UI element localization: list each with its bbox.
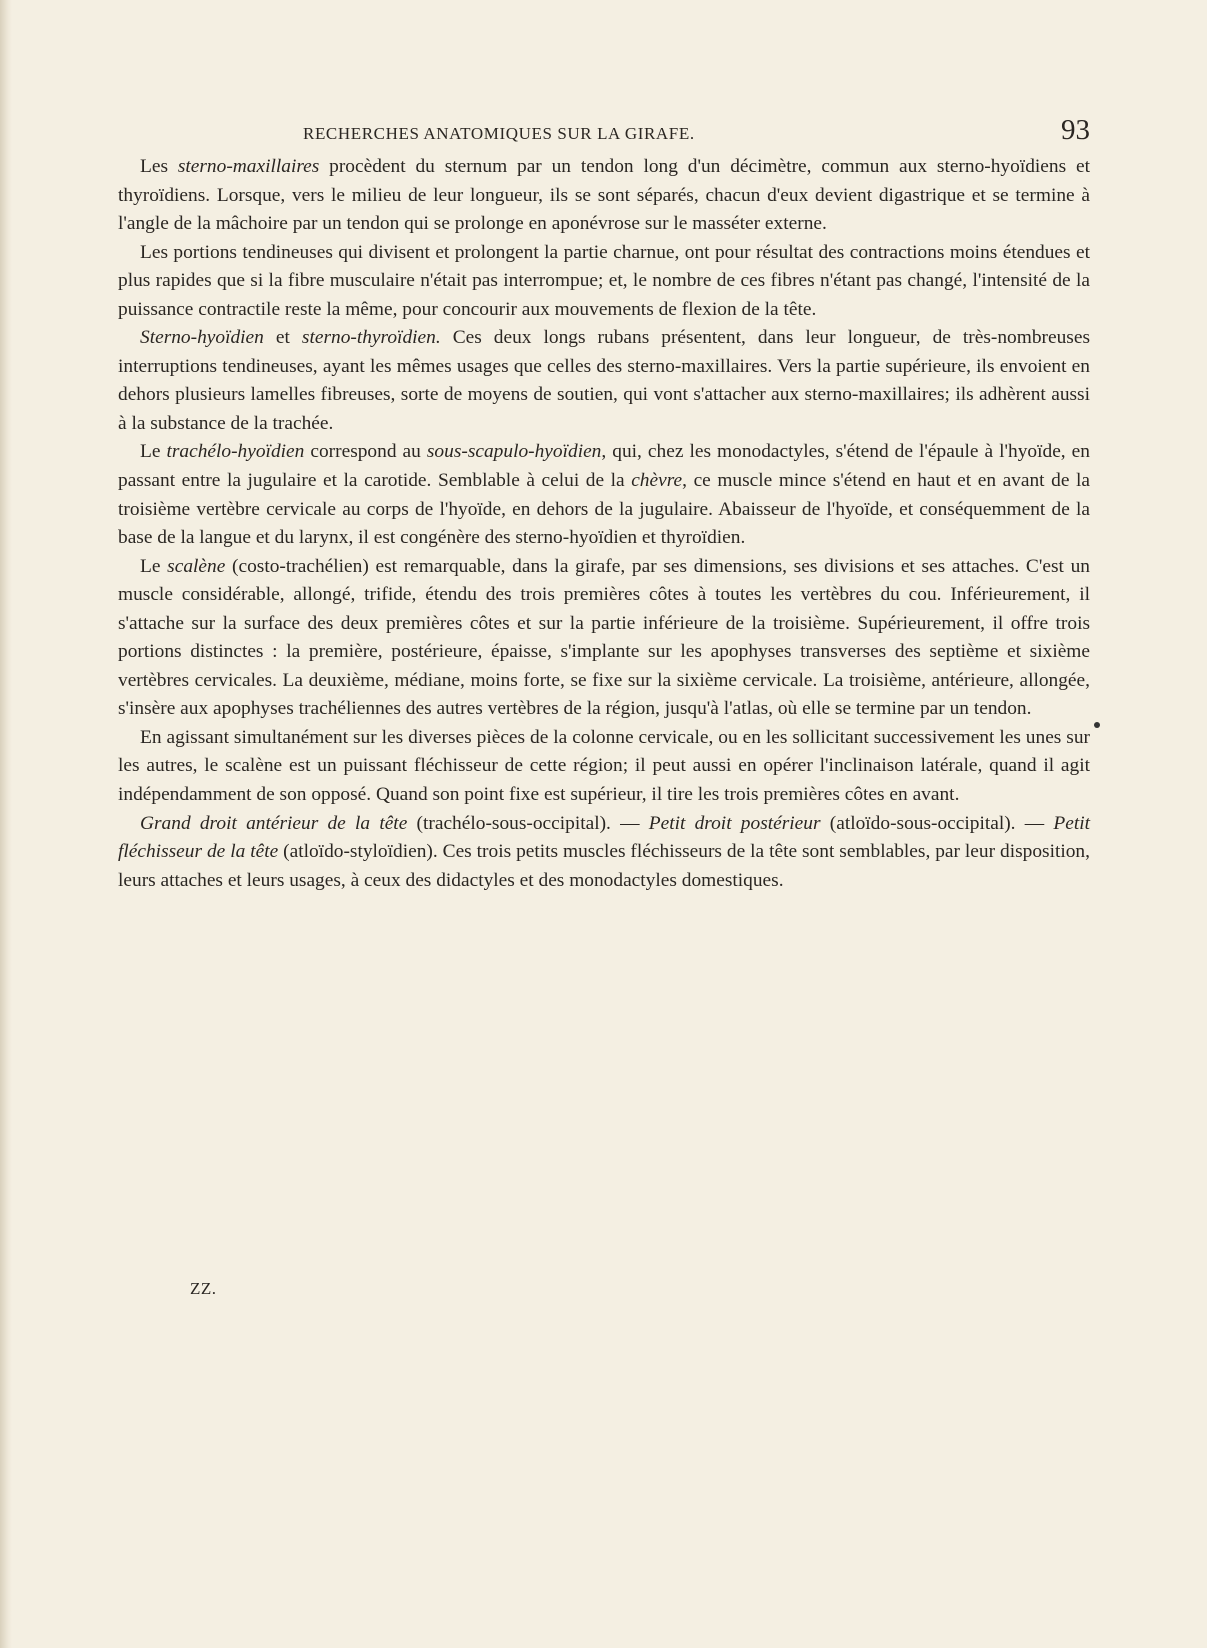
text-run: , qui, chez les monodactyles, s'étend de l'épaule à l'hyoïde, en passant entre la jugulaire et la carotide. Semblable à celui de la (118, 441, 1090, 492)
text-run: (costo-trachélien) est remarquable, dans la girafe, par ses dimensions, ses divisions et ses attaches. C'est un muscle considérable, allongé, trifide, étendu des trois premières côtes à toutes les vertèbres du cou. Inférieurement, il s'attache sur la surface des deux premières côtes et sur la partie inférieure de la troisième. Supérieurement, il offre trois portions distinctes : la première, postérieure, épaisse, s'implante sur les apophyses transverses des septième et sixième vertèbres cervicales. La deuxième, médiane, moins forte, se fixe sur la sixième cervicale. La troisième, antérieure, allongée, s'insère aux apophyses trachéliennes des autres vertèbres de la région, jusqu'à l'atlas, où elle se termine par un tendon. (118, 555, 1090, 720)
text-run: En agissant simultanément sur les diverses pièces de la colonne cervicale, ou en les sollicitant successivement les unes sur les autres, le scalène est un puissant fléchisseur de cette région; il peut aussi en opérer l'inclinaison latérale, quand il agit indépendamment de son opposé. Quand son point fixe est supérieur, il tire les trois premières côtes en avant. (118, 726, 1090, 806)
paragraph-flechisseurs-tete (118, 810, 1090, 896)
page-header (118, 114, 1090, 156)
text-run: Les portions tendineuses qui divisent et prolongent la partie charnue, ont pour résultat des contractions moins étendues et plus rapides que si la fibre musculaire n'était pas interrompue; et, le nombre de ces fibres n'étant pas changé, l'intensité de la puissance contractile reste la même, pour concourir aux mouvements de flexion de la tête. (118, 241, 1090, 320)
muscle-name: Petit fléchisseur de la tête (118, 812, 1091, 863)
text-run: Ces deux longs rubans présentent, dans leur longueur, de très-nombreuses interruptions tendineuses, ayant les mêmes usages que celles des sterno-maxillaires. Vers la partie supérieure, ils envoient en dehors plusieurs lamelles fibreuses, sorte de moyens de soutien, qui vont s'attacher aux sterno-maxillaires; ils adhèrent aussi à la substance de la trachée. (118, 327, 1090, 434)
muscle-name: sterno-maxillaires (177, 156, 320, 177)
text-run: Le (140, 441, 167, 463)
margin-dot (1094, 722, 1100, 728)
paragraph-action-scalene (118, 724, 1090, 810)
paragraph-sterno-maxillaires (118, 153, 1090, 239)
text-run: Le (140, 555, 168, 577)
paragraph-trachelo-hyoidien (118, 438, 1090, 552)
muscle-name: trachélo-hyoïdien (166, 441, 305, 463)
muscle-name: Sterno-hyoïdien (140, 327, 264, 349)
text-run: procèdent du sternum par un tendon long d'un décimètre, commun aux sterno-hyoïdiens et thyroïdiens. Lorsque, vers le milieu de leur longueur, ils se sont séparés, chacun d'eux devient digastrique et se termine à l'angle de la mâchoire par un tendon qui se prolonge en aponévrose sur le masséter externe. (118, 156, 1090, 235)
muscle-name: sous-scapulo-hyoïdien (426, 441, 602, 463)
body-text (118, 153, 1090, 895)
paragraph-sterno-hyoidien (118, 324, 1090, 438)
muscle-name: scalène (167, 555, 226, 577)
muscle-name: Petit droit postérieur (648, 812, 821, 834)
signature-mark: ZZ. (190, 1279, 217, 1298)
text-run: (trachélo-sous-occipital). — (407, 812, 649, 834)
page-number: 93 (1061, 114, 1090, 146)
page-edge (0, 0, 12, 1648)
paragraph-portions-tendineuses (118, 239, 1090, 325)
paragraph-scalene (118, 553, 1090, 724)
animal-name: chèvre (631, 470, 683, 492)
text-run: et (263, 327, 302, 349)
text-run: (atloïdo-styloïdien). Ces trois petits muscles fléchisseurs de la tête sont semblables, par leur disposition, leurs attaches et leurs usages, à ceux des didactyles et des monodactyles domestiques. (118, 841, 1090, 891)
muscle-name: sterno-thyroïdien. (301, 327, 441, 349)
running-title: RECHERCHES ANATOMIQUES SUR LA GIRAFE. (303, 124, 695, 143)
text-run: Les (140, 156, 178, 177)
text-run: , ce muscle mince s'étend en haut et en avant de la troisième vertèbre cervicale au corps de l'hyoïde, en dehors de la jugulaire. Abaisseur de l'hyoïde, et conséquemment de la base de la langue et du larynx, il est congénère des sterno-hyoïdien et thyroïdien. (118, 470, 1090, 549)
text-run: correspond au (304, 441, 427, 463)
text-run: (atloïdo-sous-occipital). — (820, 812, 1054, 834)
muscle-name: Grand droit antérieur de la tête (140, 812, 408, 834)
